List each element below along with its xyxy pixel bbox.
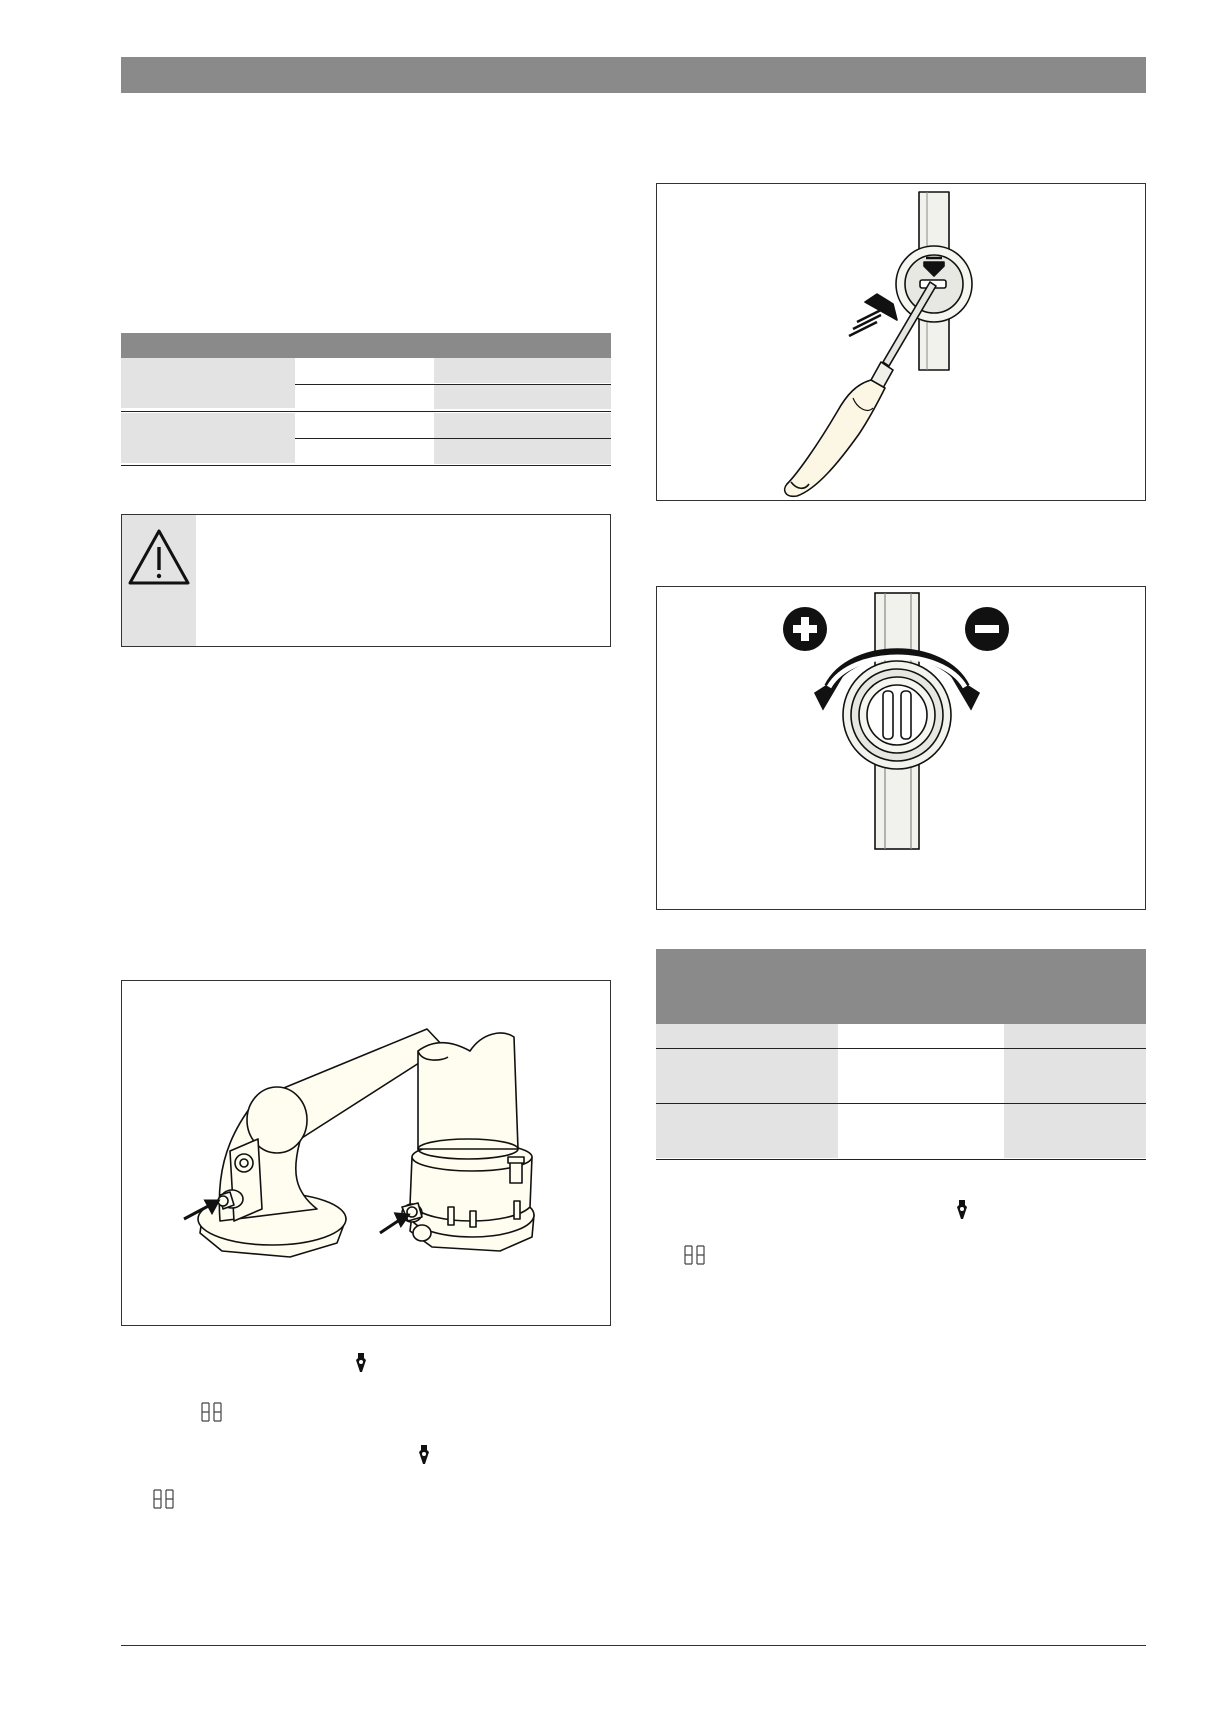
service-tool-icon bbox=[954, 1199, 970, 1221]
seven-segment-display-icon bbox=[153, 1488, 175, 1510]
divider bbox=[295, 384, 611, 385]
table-row-group bbox=[121, 358, 295, 408]
divider bbox=[656, 1159, 1146, 1160]
pipe-elbows-illustration bbox=[122, 981, 610, 1325]
pressure-table bbox=[656, 949, 1146, 1161]
footer-rule bbox=[121, 1645, 1146, 1646]
table-cell bbox=[838, 1104, 1004, 1158]
warning-triangle-icon bbox=[122, 515, 196, 646]
table-header bbox=[121, 333, 611, 358]
figure-adjusting-screw bbox=[656, 586, 1146, 910]
service-tool-icon bbox=[353, 1352, 369, 1374]
table-cell bbox=[838, 1024, 1004, 1048]
table-cell bbox=[838, 1049, 1004, 1103]
warning-box bbox=[121, 514, 611, 647]
table-row-group bbox=[121, 413, 295, 463]
table-cell bbox=[434, 439, 611, 464]
screwdriver-illustration bbox=[657, 184, 1145, 500]
table-cell bbox=[434, 384, 611, 409]
seven-segment-display-icon bbox=[201, 1401, 223, 1423]
settings-table bbox=[121, 333, 611, 466]
figure-screwdriver bbox=[656, 183, 1146, 501]
divider bbox=[121, 465, 611, 466]
warning-sidebar bbox=[122, 515, 196, 646]
header-bar bbox=[121, 57, 1146, 93]
plus-circle-icon bbox=[783, 607, 827, 651]
minus-circle-icon bbox=[965, 607, 1009, 651]
divider bbox=[121, 411, 611, 412]
figure-test-nipples bbox=[121, 980, 611, 1326]
table-header bbox=[656, 949, 1146, 1024]
service-tool-icon bbox=[416, 1444, 432, 1466]
table-cell bbox=[434, 358, 611, 383]
divider bbox=[295, 438, 611, 439]
seven-segment-display-icon bbox=[684, 1244, 706, 1266]
adjusting-screw-illustration bbox=[657, 587, 1145, 909]
table-cell bbox=[434, 413, 611, 438]
